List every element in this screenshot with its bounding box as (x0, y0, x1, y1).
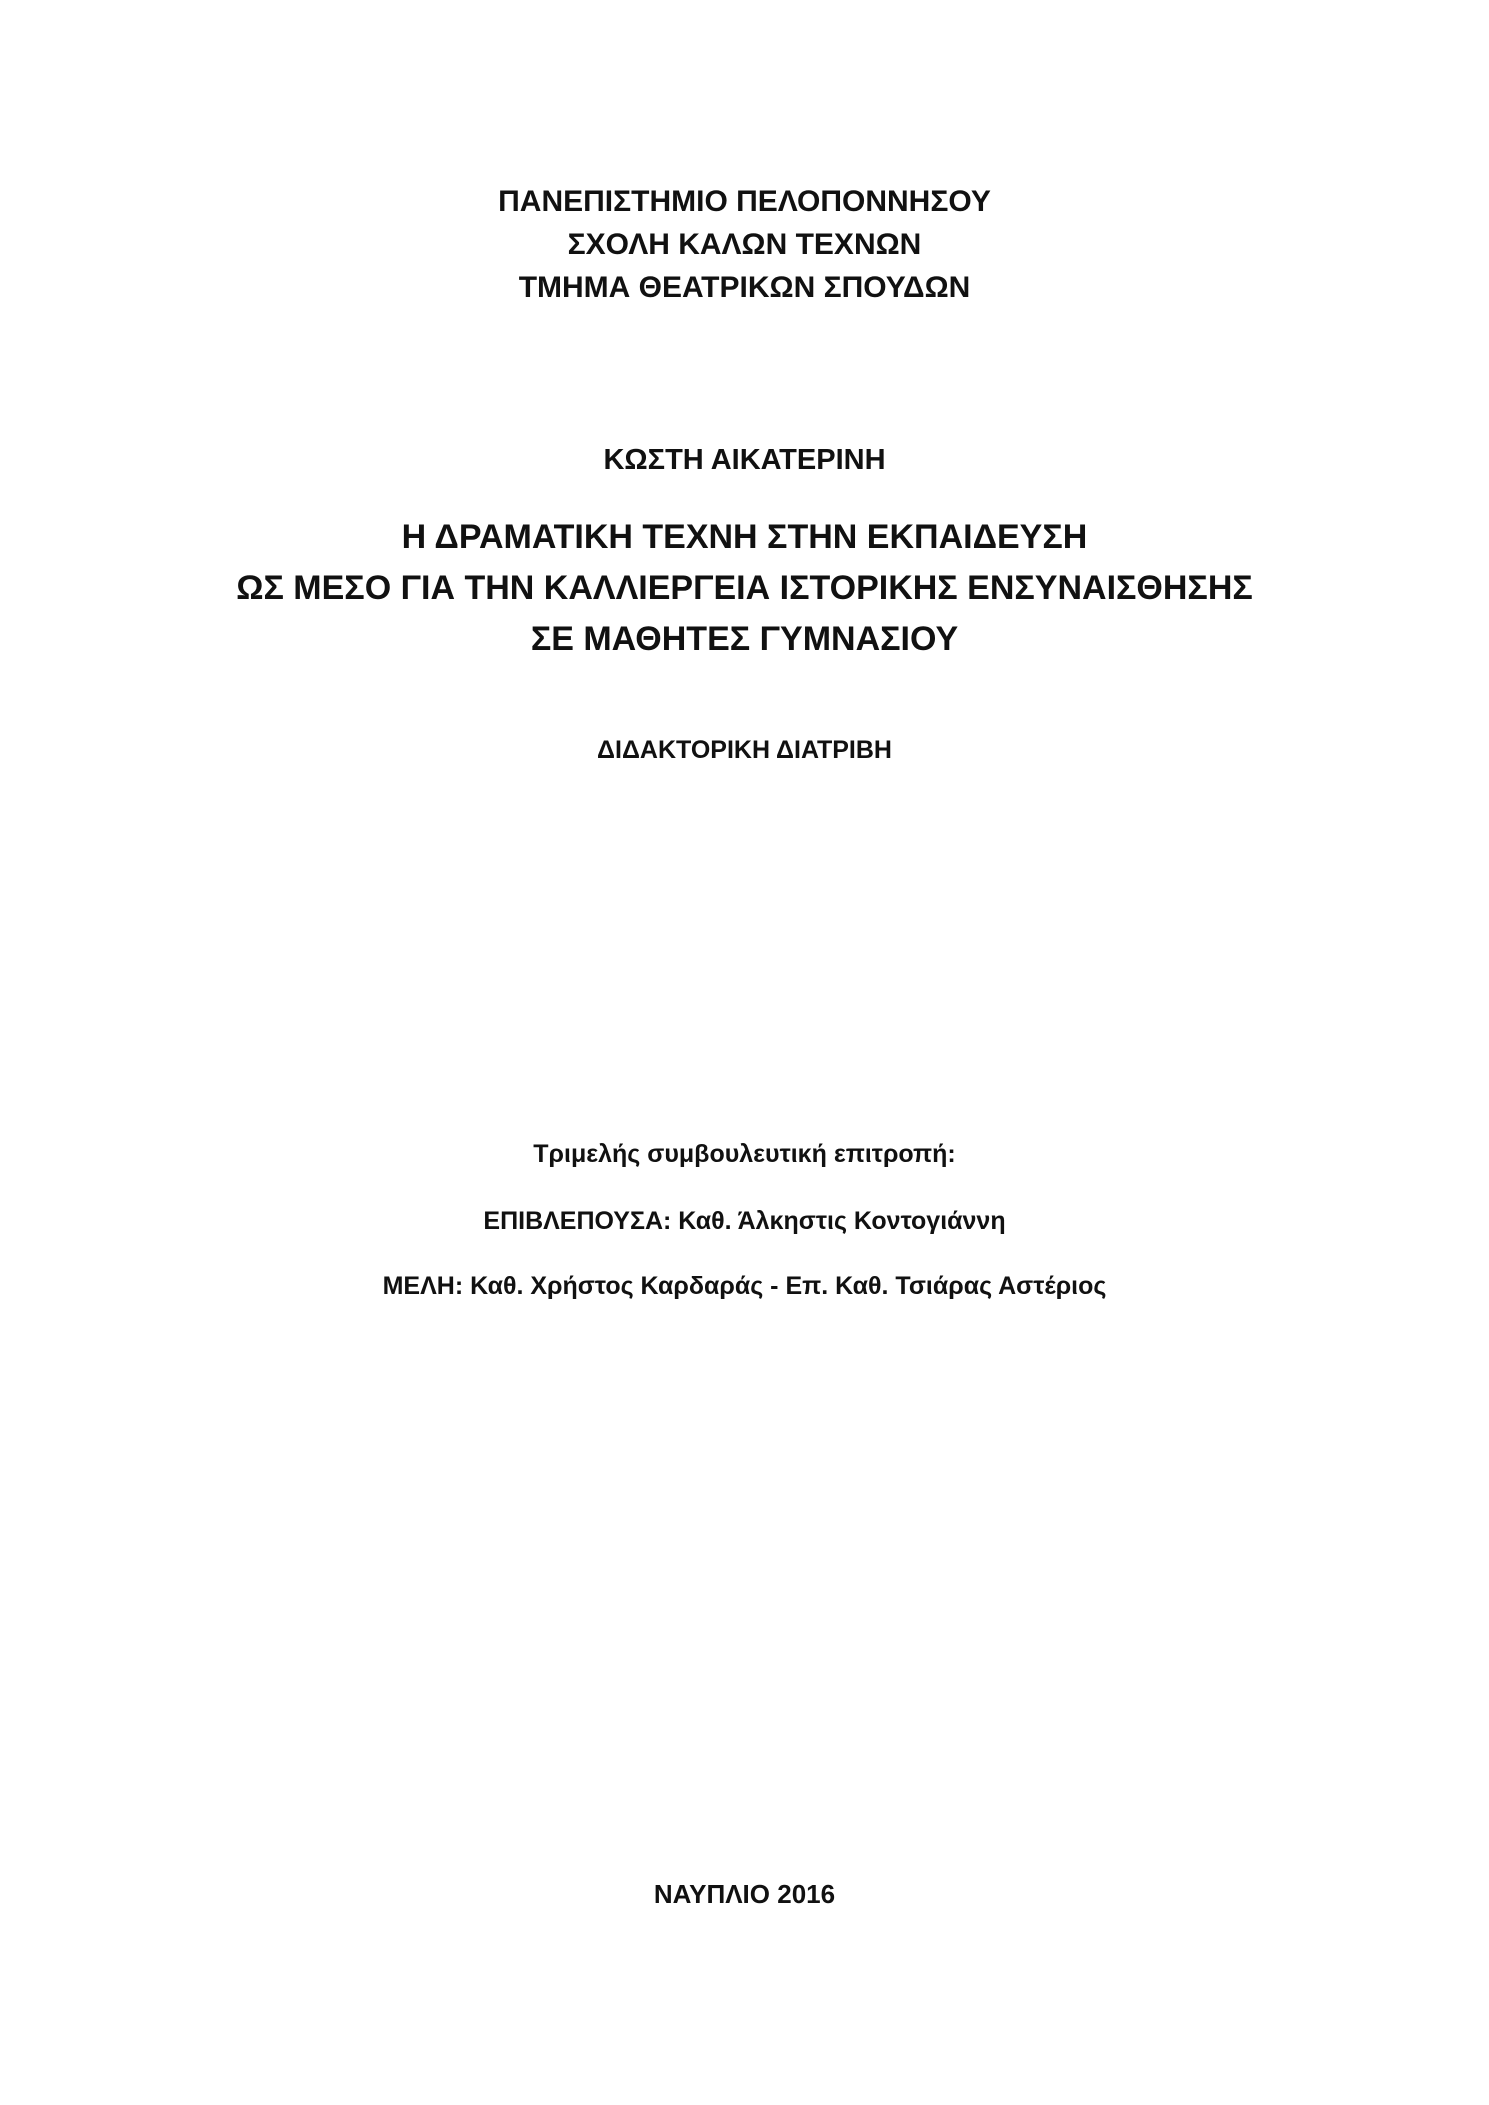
institution-block (0, 180, 1489, 309)
document-type: ΔΙΔΑΚΤΟΡΙΚΗ ΔΙΑΤΡΙΒΗ (597, 736, 892, 764)
department-name: ΤΜΗΜΑ ΘΕΑΤΡΙΚΩΝ ΣΠΟΥΔΩΝ (518, 271, 971, 304)
thesis-title (0, 512, 1489, 665)
place-and-date: ΝΑΥΠΛΙΟ 2016 (653, 1879, 836, 1909)
thesis-title-line-1: Η ΔΡΑΜΑΤΙΚΗ ΤΕΧΝΗ ΣΤΗΝ ΕΚΠΑΙΔΕΥΣΗ (401, 518, 1088, 556)
school-name: ΣΧΟΛΗ ΚΑΛΩΝ ΤΕΧΝΩΝ (567, 228, 922, 261)
committee-heading: Τριμελής συμβουλευτική επιτροπή: (533, 1140, 956, 1168)
thesis-title-line-2: ΩΣ ΜΕΣΟ ΓΙΑ ΤΗΝ ΚΑΛΛΙΕΡΓΕΙΑ ΙΣΤΟΡΙΚΗΣ ΕΝΣΥΝΑΙΣΘΗΣΗΣ (236, 569, 1253, 607)
university-name: ΠΑΝΕΠΙΣΤΗΜΙΟ ΠΕΛΟΠΟΝΝΗΣΟΥ (498, 185, 991, 218)
committee-supervisor: ΕΠΙΒΛΕΠΟΥΣΑ: Καθ. Άλκηστις Κοντογιάννη (483, 1207, 1006, 1235)
committee-members: ΜΕΛΗ: Καθ. Χρήστος Καρδαράς - Επ. Καθ. Τσιάρας Αστέριος (382, 1272, 1107, 1300)
thesis-title-line-3: ΣΕ ΜΑΘΗΤΕΣ ΓΥΜΝΑΣΙΟΥ (530, 620, 959, 658)
author-name: ΚΩΣΤΗ ΑΙΚΑΤΕΡΙΝΗ (603, 444, 886, 476)
